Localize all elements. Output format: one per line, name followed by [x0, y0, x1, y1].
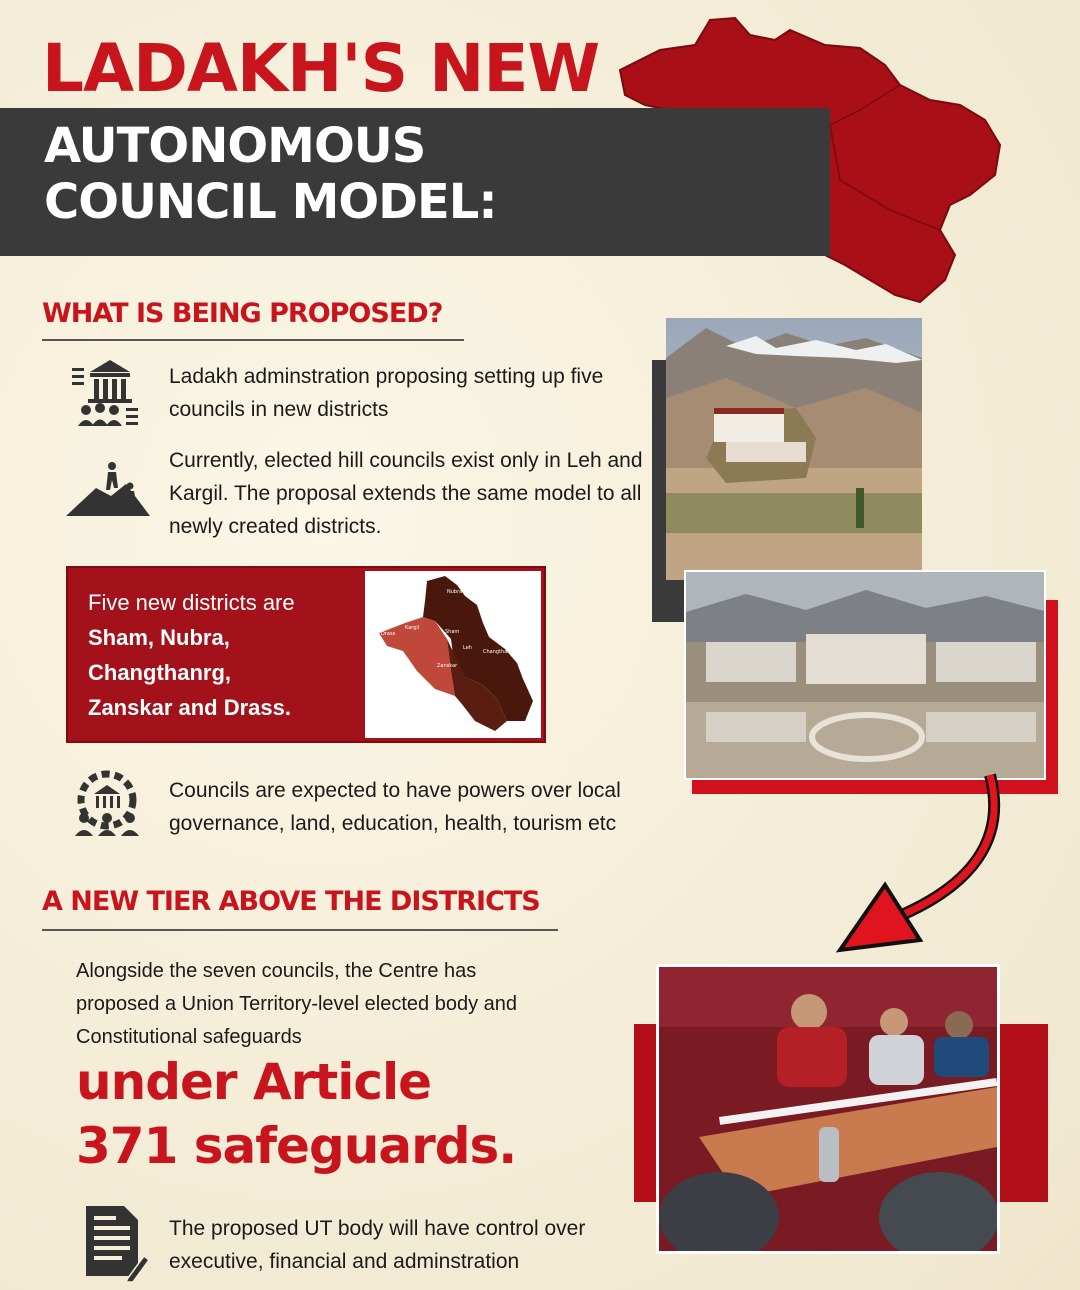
map-label-sham: Sham: [445, 629, 460, 635]
curved-arrow-icon: [830, 770, 1030, 970]
districts-text: [88, 585, 358, 725]
governance-gear-icon: [70, 770, 144, 836]
district-names-1: Sham, Nubra,: [88, 625, 230, 650]
page-title-line2-3: [44, 118, 497, 230]
powers-text: Councils are expected to have powers over local governance, land, education, health, tourism etc: [169, 779, 621, 835]
map-label-drass: Drass: [381, 631, 396, 637]
map-label-nubra: Nubra: [447, 589, 463, 595]
section-heading-new-tier: A NEW TIER ABOVE THE DISTRICTS: [42, 886, 540, 917]
monastery-photo: [666, 318, 922, 580]
section-divider-2: [42, 929, 558, 931]
secretariat-photo: [684, 570, 1046, 780]
article-371-highlight: [76, 1050, 516, 1178]
new-tier-text: Alongside the seven councils, the Centre has proposed a Union Territory-level elected body and Constitutional safeguards: [76, 960, 518, 1048]
highlight-line2: 371 safeguards.: [76, 1117, 517, 1175]
highlight-line1: under Article: [76, 1053, 432, 1111]
proposal-text-2: Currently, elected hill councils exist only in Leh and Kargil. The proposal extends the same model to all newly created districts.: [169, 449, 643, 538]
page-title-line2: AUTONOMOUS: [44, 118, 426, 174]
section-divider: [42, 339, 464, 341]
meeting-photo: [656, 964, 1000, 1254]
map-label-zanskar: Zanskar: [437, 663, 458, 669]
section-heading-proposed: WHAT IS BEING PROPOSED?: [42, 298, 443, 329]
mountain-climbers-icon: [66, 458, 150, 518]
districts-map-graphic: [365, 571, 541, 738]
proposal-text-1: Ladakh adminstration proposing setting up five councils in new districts: [169, 365, 604, 421]
document-pen-icon: [84, 1204, 150, 1282]
district-names-2: Changthanrg,: [88, 660, 231, 685]
map-label-changthang: Changthang: [483, 649, 514, 655]
district-names-3: Zanskar and Drass.: [88, 695, 291, 720]
footer-text: The proposed UT body will have control over executive, financial and adminstration: [169, 1217, 586, 1273]
districts-map: [365, 571, 541, 738]
page-title-line3: COUNCIL MODEL:: [44, 174, 497, 230]
page-title-line1: LADAKH'S NEW: [42, 30, 600, 107]
map-label-leh: Leh: [463, 645, 472, 651]
districts-intro: Five new districts are: [88, 590, 295, 615]
map-label-kargil: Kargil: [405, 625, 420, 631]
government-building-icon: [70, 358, 140, 426]
